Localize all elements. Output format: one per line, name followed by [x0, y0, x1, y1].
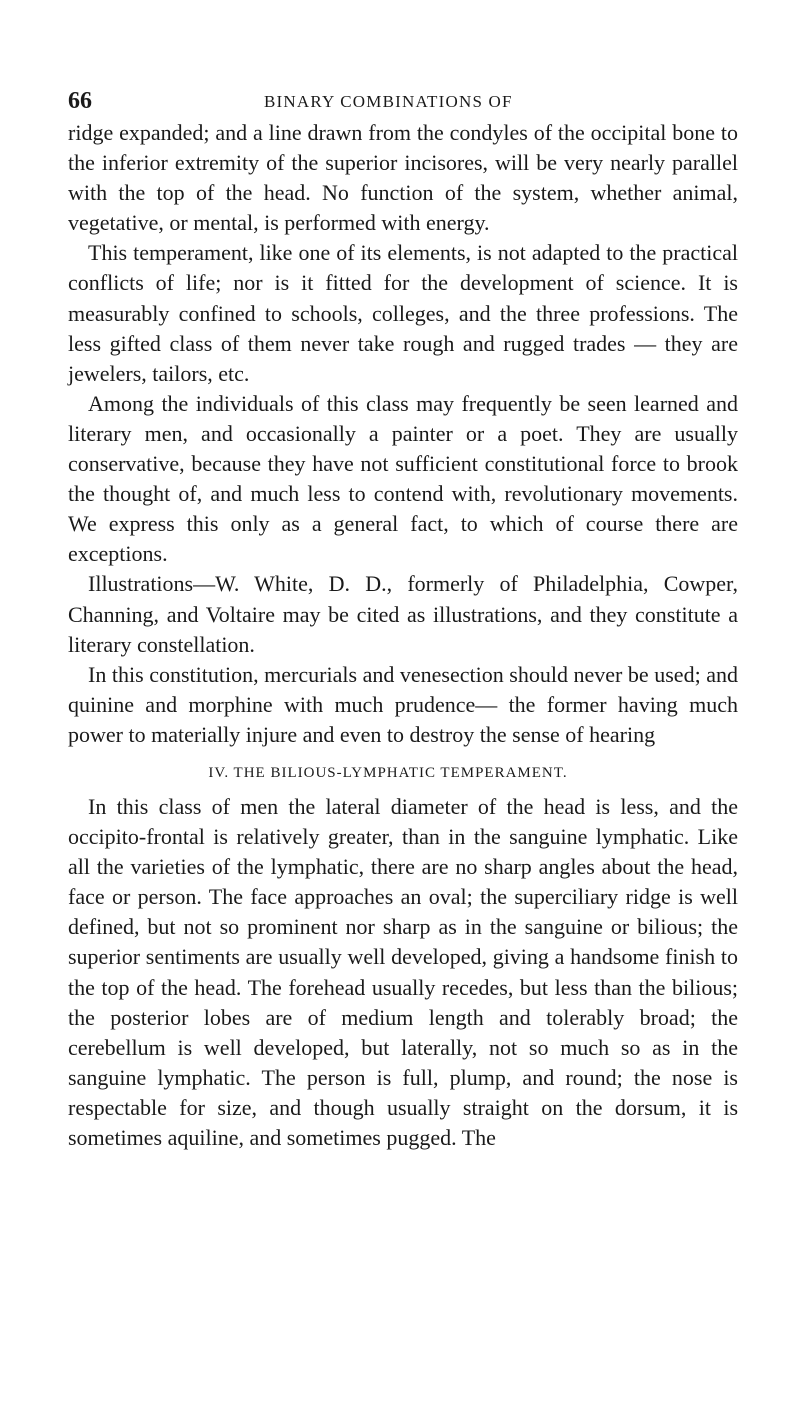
paragraph: ridge expanded; and a line drawn from the condyles of the occipital bone to the inferior extremity of the superior incisores, will be very nearly parallel with the top of the head. No function of the system, whether animal, vegetative, or mental, is performed with energy.	[68, 120, 738, 236]
page-number: 66	[68, 88, 92, 114]
paragraph: In this constitution, mercurials and venesection should never be used; and quinine and morphine with much prudence— the former having much power to materially injure and even to destroy the sense of hearing	[68, 661, 738, 747]
paragraph: This temperament, like one of its elements, is not adapted to the practical conflicts of life; nor is it fitted for the development of science. It is measurably confined to schools, colleges, and the three professions. The less gifted class of them never take rough and rugged trades — they are jewelers, tailors, etc.	[68, 240, 738, 386]
paragraph: Illustrations—W. White, D. D., formerly of Philadelphia, Cowper, Channing, and Voltaire may be cited as illustrations, and they constitute a literary constellation.	[68, 571, 738, 657]
page-header	[68, 86, 740, 116]
section-heading: IV. THE BILIOUS-LYMPHATIC TEMPERAMENT.	[208, 764, 568, 781]
paragraph: In this class of men the lateral diameter of the head is less, and the occipito-frontal is relatively greater, than in the sanguine lymphatic. Like all the varieties of the lymphatic, there are no sharp angles about the head, face or person. The face approaches an oval; the superciliary ridge is well defined, but not so prominent nor sharp as in the sanguine or bilious; the superior sentiments are usually well developed, giving a handsome finish to the top of the head. The forehead usually recedes, but less than the bilious; the posterior lobes are of medium length and tolerably broad; the cerebellum is well developed, but laterally, not so much so as in the sanguine lymphatic. The person is full, plump, and round; the nose is respectable for size, and though usually straight on the dorsum, it is sometimes aquiline, and sometimes pugged. The	[68, 793, 738, 1150]
running-head: BINARY COMBINATIONS OF	[264, 92, 513, 111]
paragraph: Among the individuals of this class may frequently be seen learned and literary men, and occasionally a painter or a poet. They are usually conservative, because they have not sufficient constitutional force to brook the thought of, and much less to contend with, revolutionary movements. We express this only as a general fact, to which of course there are exceptions.	[68, 390, 738, 567]
body-text	[68, 118, 738, 1153]
